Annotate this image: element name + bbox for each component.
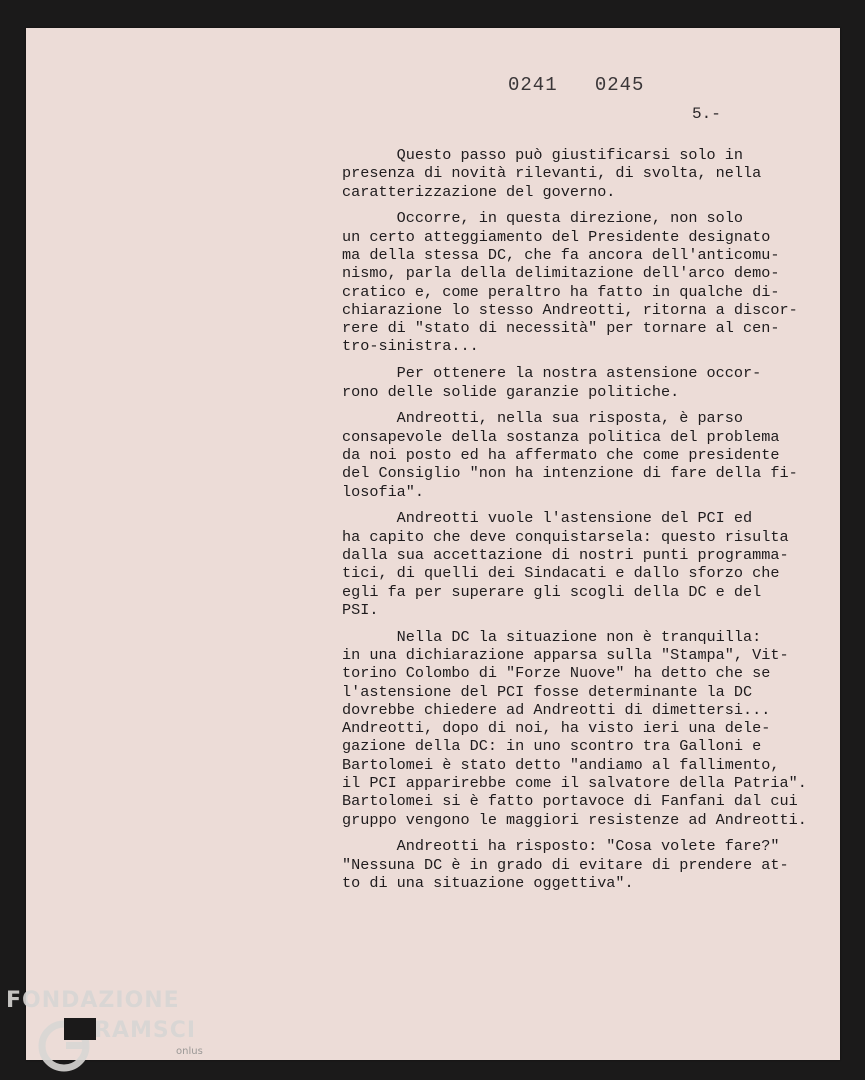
paragraph bbox=[342, 146, 842, 201]
text-line: del Consiglio "non ha intenzione di fare della fi- bbox=[342, 464, 798, 483]
text-line: il PCI apparirebbe come il salvatore della Patria". bbox=[342, 774, 807, 792]
text-line: un certo atteggiamento del Presidente designato bbox=[342, 227, 771, 246]
text-line: l'astensione del PCI fosse determinante la DC bbox=[342, 682, 753, 701]
watermark-line-1: FONDAZIONE bbox=[6, 988, 180, 1013]
text-line: caratterizzazione del governo. bbox=[342, 182, 616, 201]
text-line: to di una situazione oggettiva". bbox=[342, 873, 634, 892]
paragraph bbox=[342, 409, 842, 500]
text-line: losofia". bbox=[342, 482, 425, 501]
text-line: egli fa per superare gli scogli della DC e del bbox=[342, 582, 762, 601]
text-line: Andreotti ha risposto: "Cosa volete fare?" bbox=[342, 837, 780, 856]
text-line: Andreotti, nella sua risposta, è parso bbox=[342, 409, 744, 428]
text-line: nismo, parla della delimitazione dell'arco demo- bbox=[342, 264, 780, 283]
text-line: Bartolomei si è fatto portavoce di Fanfani dal cui bbox=[342, 792, 798, 811]
text-line: presenza di novità rilevanti, di svolta, nella bbox=[342, 164, 762, 183]
paragraph bbox=[342, 509, 842, 619]
page-number: 5.- bbox=[692, 105, 721, 123]
text-line: Per ottenere la nostra astensione occor- bbox=[342, 364, 762, 383]
text-line: ma della stessa DC, che fa ancora dell'anticomu- bbox=[342, 245, 780, 264]
text-line: ha capito che deve conquistarsela: questo risulta bbox=[342, 527, 789, 546]
text-line: gazione della DC: in uno scontro tra Galloni e bbox=[342, 737, 762, 756]
text-line: Bartolomei è stato detto "andiamo al fallimento, bbox=[342, 755, 780, 774]
paragraph bbox=[342, 364, 842, 401]
document-page bbox=[26, 28, 840, 1060]
text-line: chiarazione lo stesso Andreotti, ritorna a discor- bbox=[342, 300, 798, 319]
text-line: cratico e, come peraltro ha fatto in qualche di- bbox=[342, 282, 780, 301]
text-line: Nella DC la situazione non è tranquilla: bbox=[342, 627, 762, 646]
gramsci-g-icon bbox=[36, 1012, 96, 1072]
typed-text-body bbox=[342, 146, 842, 901]
text-line: "Nessuna DC è in grado di evitare di prendere at- bbox=[342, 855, 789, 874]
fondazione-gramsci-watermark bbox=[0, 982, 230, 1080]
text-line: Andreotti vuole l'astensione del PCI ed bbox=[342, 509, 753, 528]
text-line: Andreotti, dopo di noi, ha visto ieri una dele- bbox=[342, 719, 771, 738]
text-line: Occorre, in questa direzione, non solo bbox=[342, 209, 744, 228]
text-line: in una dichiarazione apparsa sulla "Stampa", Vit- bbox=[342, 645, 789, 664]
text-line: dalla sua accettazione di nostri punti programma- bbox=[342, 545, 789, 564]
text-line: torino Colombo di "Forze Nuove" ha detto che se bbox=[342, 664, 771, 683]
paragraph bbox=[342, 837, 842, 892]
text-line: dovrebbe chiedere ad Andreotti di dimettersi... bbox=[342, 700, 771, 719]
text-line: da noi posto ed ha affermato che come presidente bbox=[342, 445, 780, 464]
paragraph bbox=[342, 628, 842, 829]
text-line: tro-sinistra... bbox=[342, 337, 479, 356]
watermark-line-2: RAMSCI bbox=[94, 1018, 197, 1043]
text-line: rono delle solide garanzie politiche. bbox=[342, 382, 680, 401]
text-line: Questo passo può giustificarsi solo in bbox=[342, 146, 744, 164]
text-line: PSI. bbox=[342, 600, 379, 619]
archive-number: 0241 0245 bbox=[508, 74, 645, 96]
text-line: gruppo vengono le maggiori resistenze ad Andreotti. bbox=[342, 810, 807, 829]
text-line: rere di "stato di necessità" per tornare al cen- bbox=[342, 319, 780, 338]
text-line: consapevole della sostanza politica del problema bbox=[342, 427, 780, 446]
paragraph bbox=[342, 209, 842, 355]
text-line: tici, di quelli dei Sindacati e dallo sforzo che bbox=[342, 564, 780, 583]
watermark-suffix: onlus bbox=[176, 1046, 203, 1057]
